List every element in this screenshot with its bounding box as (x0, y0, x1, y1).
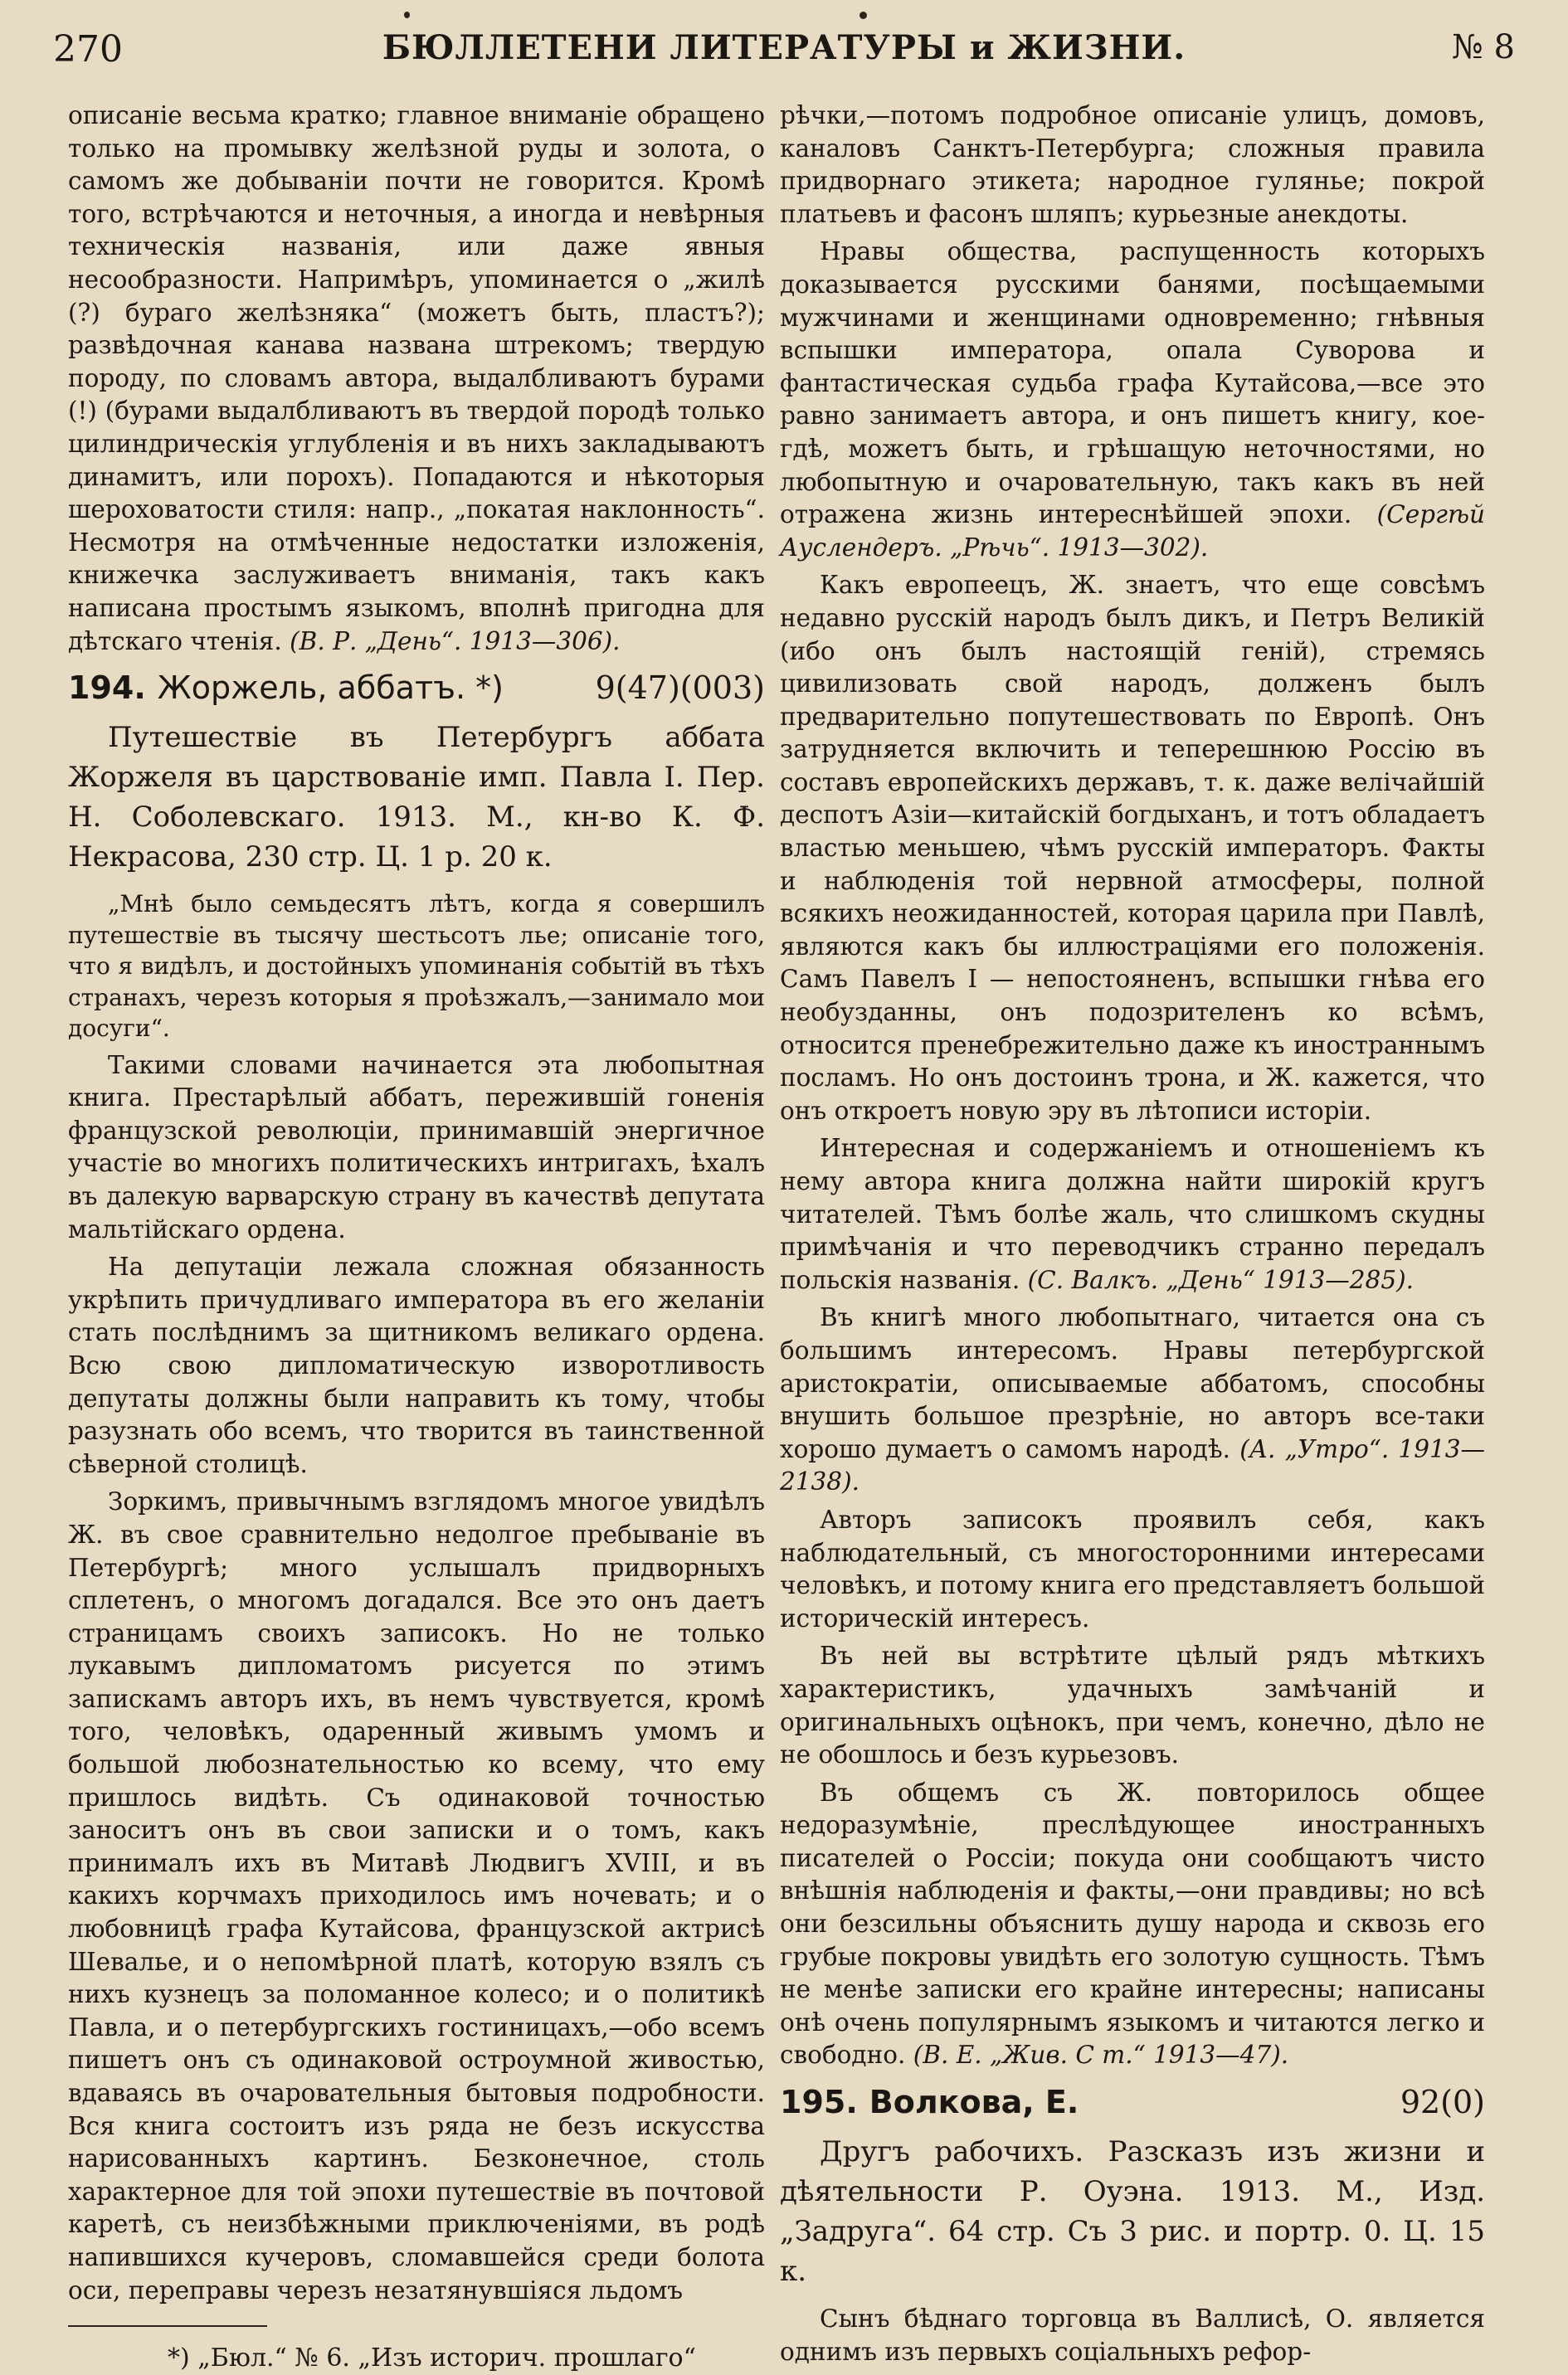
paragraph: Такими словами начинается эта любопытная книга. Престарѣлый аббатъ, пережившій гоненія французской революціи, принимавшій энергичное участіе во многихъ политическихъ интригахъ, ѣхалъ въ далекую варварскую страну въ качествѣ депутата мальтійскаго ордена. (68, 1050, 765, 1243)
entry-195-heading (780, 2084, 1485, 2120)
paragraph-text: Нравы общества, распущенность которыхъ доказывается русскими банями, посѣщаемыми мужчинами и женщинами одновременно; гнѣвныя вспышки императора, опала Суворова и фантастическая судьба графа Кутайсова,—все это равно занимаетъ автора, и онъ пишетъ книгу, кое-гдѣ, можетъ быть, и грѣшащую неточностями, но любопытную и очаровательную, такъ какъ въ ней отражена жизнь интереснѣйшей эпохи. (780, 237, 1485, 529)
paragraph: рѣчки,—потомъ подробное описаніе улицъ, домовъ, каналовъ Санктъ-Петербурга; сложныя правила придворнаго этикета; народное гулянье; покрой платьевъ и фасонъ шляпъ; курьезные анекдоты. (780, 101, 1485, 228)
review-continuation (68, 100, 765, 658)
running-head (53, 25, 1515, 75)
paragraph-text: Въ общемъ съ Ж. повторилось общее недоразумѣніе, преслѣдующее иностранныхъ писателей о Россіи; покуда они сообщаютъ чисто внѣшнія наблюденія и факты,—они правдивы; но всѣ они безсильны объяснить душу народа и сквозь его грубые покровы увидѣть его золотую сущность. Тѣмъ не менѣе записки его крайне интересны; написаны онѣ очень популярнымъ языкомъ и читаются легко и свободно. (780, 1778, 1485, 2070)
paragraph (780, 1132, 1485, 1297)
entry-author: Жоржель, аббатъ. *) (157, 669, 504, 707)
paragraph: Зоркимъ, привычнымъ взглядомъ многое увидѣлъ Ж. въ свое сравнительно недолгое пребываніе въ Петербургѣ; много услышалъ придворныхъ сплетенъ, о многомъ догадался. Все это онъ даетъ страницамъ своихъ записокъ. Но не только лукавымъ дипломатомъ рисуется по этимъ запискамъ авторъ ихъ, въ немъ чувствуется, кромѣ того, человѣкъ, одаренный живымъ умомъ и большой любознательностью ко всему, что ему пришлось видѣть. Съ одинаковой точностью заноситъ онъ въ свои записки и о томъ, какъ принималъ ихъ въ Митавѣ Людвигъ XVIII, и въ какихъ корчмахъ приходилось имъ ночевать; и о любовницѣ графа Кутайсова, французской актрисѣ Шевалье, и о непомѣрной платѣ, которую взялъ съ нихъ кузнецъ за поломанное колесо; и о политикѣ Павла, и о петербургскихъ гостиницахъ,—обо всемъ пишетъ онъ съ одинаковой остроумной живостью, вдаваясь въ очаровательныя бытовыя подробности. Вся книга состоитъ изъ ряда не безъ искусства нарисованныхъ картинъ. Безконечное, столь характерное для той эпохи путешествіе въ почтовой каретѣ, съ неизбѣжными приключеніями, въ родѣ напившихся кучеровъ, сломавшейся среди болота оси, переправы черезъ незатянувшіяся льдомъ (68, 1487, 765, 2304)
paragraph-text: Интересная и содержаніемъ и отношеніемъ къ нему автора книга должна найти широкій кругъ читателей. Тѣмъ болѣе жаль, что слишкомъ скудны примѣчанія и что переводчикъ странно передалъ польскія названія. (780, 1134, 1485, 1294)
opening-quote: „Мнѣ было семьдесятъ лѣтъ, когда я совершилъ путешествіе въ тысячу шестьсотъ лье; описаніе того, что я видѣлъ, и достойныхъ упоминанія событій въ тѣхъ странахъ, черезъ которыя я проѣзжалъ,—занимало мои досуги“. (68, 890, 765, 1043)
citation: (В. Р. „День“. 1913—306). (290, 626, 621, 655)
paragraph: Авторъ записокъ проявилъ себя, какъ наблюдательный, съ многосторонними интересами человѣкъ, и потому книга его представляетъ большой историческій интересъ. (780, 1505, 1485, 1633)
citation: (С. Валкъ. „День“ 1913—285). (1027, 1265, 1414, 1294)
paragraph: Въ ней вы встрѣтите цѣлый рядъ мѣткихъ характеристикъ, удачныхъ замѣчаній и оригинальныхъ оцѣнокъ, при чемъ, конечно, дѣло не не обошлось и безъ курьезовъ. (780, 1642, 1485, 1769)
page-number: 270 (53, 28, 123, 71)
entry-194-heading (68, 669, 765, 706)
paragraph-text: Въ книгѣ много любопытнаго, читается она съ большимъ интересомъ. Нравы петербургской аристократіи, описываемые аббатомъ, способны внушить большое презрѣніе, но авторъ все-таки хорошо думаетъ о самомъ народѣ. (780, 1303, 1485, 1463)
ink-speck (404, 12, 410, 18)
left-column (68, 100, 765, 2375)
ink-speck (859, 12, 867, 19)
entry-number: 194. (68, 669, 146, 707)
classification-code: 9(47)(003) (595, 669, 765, 707)
paragraph (780, 1777, 1485, 2072)
citation: (А. „Утро“. 1913—2138). (780, 1434, 1485, 1497)
citation: (В. Е. „Жив. С т.“ 1913—47). (913, 2041, 1289, 2070)
footnote-rule (68, 2325, 267, 2327)
book-description: Путешествіе въ Петербургъ аббата Жоржеля въ царствованіе имп. Павла I. Пер. Н. Соболевскаго. 1913. М., кн-во К. Ф. Некрасова, 230 стр. Ц. 1 р. 20 к. (68, 721, 765, 874)
paragraph: На депутаціи лежала сложная обязанность укрѣпить причудливаго императора въ его желаніи стать послѣднимъ за щитникомъ великаго ордена. Всю свою дипломатическую изворотливость депутаты должны были направить къ тому, чтобы разузнать обо всемъ, что творится въ таинственной сѣверной столицѣ. (68, 1253, 765, 1478)
citation: (Сергѣй Ауслендеръ. „Рѣчь“. 1913—302). (780, 500, 1485, 562)
issue-number: № 8 (1451, 28, 1515, 66)
classification-code: 92(0) (1400, 2084, 1485, 2121)
entry-author: Волкова, Е. (869, 2084, 1079, 2121)
paragraph: Какъ европеецъ, Ж. знаетъ, что еще совсѣмъ недавно русскій народъ былъ дикъ, и Петръ Великій (ибо онъ былъ настоящій геній), стремясь цивилизовать свой народъ, долженъ былъ предварительно попутешествовать по Европѣ. Онъ затрудняется включить и теперешнюю Россію въ составъ европейскихъ державъ, т. к. даже велічайшій деспотъ Азіи—китайскій богдыханъ, и тотъ обладаетъ властью меньшею, чѣмъ русскій императоръ. Факты и наблюденія той нервной атмосферы, полной всякихъ неожиданностей, которая царила при Павлѣ, являются какъ бы иллюстраціями его положенія. Самъ Павелъ I — непостояненъ, вспышки гнѣва его необузданны, онъ подозрителенъ ко всѣмъ, относится пренебрежительно даже къ иностраннымъ посламъ. Но онъ достоинъ трона, и Ж. кажется, что онъ откроетъ новую эру въ лѣтописи исторіи. (780, 571, 1485, 1125)
paragraph: Сынъ бѣднаго торговца въ Валлисѣ, О. является однимъ изъ первыхъ соціальныхъ рефор- (780, 2304, 1485, 2366)
entry-number: 195. (780, 2084, 858, 2121)
book-description: Другъ рабочихъ. Разсказъ изъ жизни и дѣятельности Р. Оуэна. 1913. М., Изд. „Задруга“. 64 стр. Съ 3 рис. и портр. 0. Ц. 15 к. (780, 2135, 1485, 2289)
footnote: *) „Бюл.“ № 6. „Изъ историч. прошлаго“ (168, 2343, 696, 2373)
paragraph (780, 236, 1485, 564)
right-column (780, 100, 1485, 2373)
paragraph (780, 1302, 1485, 1499)
paragraph-text: описаніе весьма кратко; главное вниманіе обращено только на промывку желѣзной руды и золота, о самомъ же добываніи почти не говорится. Кромѣ того, встрѣчаются и неточныя, а иногда и невѣрныя техническія названія, или даже явныя несообразности. Напримѣръ, упоминается о „жилѣ (?) бураго желѣзняка“ (можетъ быть, пластъ?); развѣдочная канава названа штрекомъ; твердую породу, по словамъ автора, выдалбливаютъ бурами (!) (бурами выдалбливаютъ въ твердой породѣ только цилиндрическія углубленія и въ нихъ закладываютъ динамитъ, или порохъ). Попадаются и нѣкоторыя шероховатости стиля: напр., „покатая наклонность“. Несмотря на отмѣченные недостатки изложенія, книжечка заслуживаетъ вниманія, такъ какъ написана простымъ языкомъ, вполнѣ пригодна для дѣтскаго чтенія. (68, 101, 765, 655)
journal-title: БЮЛЛЕТЕНИ ЛИТЕРАТУРЫ и ЖИЗНИ. (382, 28, 1186, 67)
